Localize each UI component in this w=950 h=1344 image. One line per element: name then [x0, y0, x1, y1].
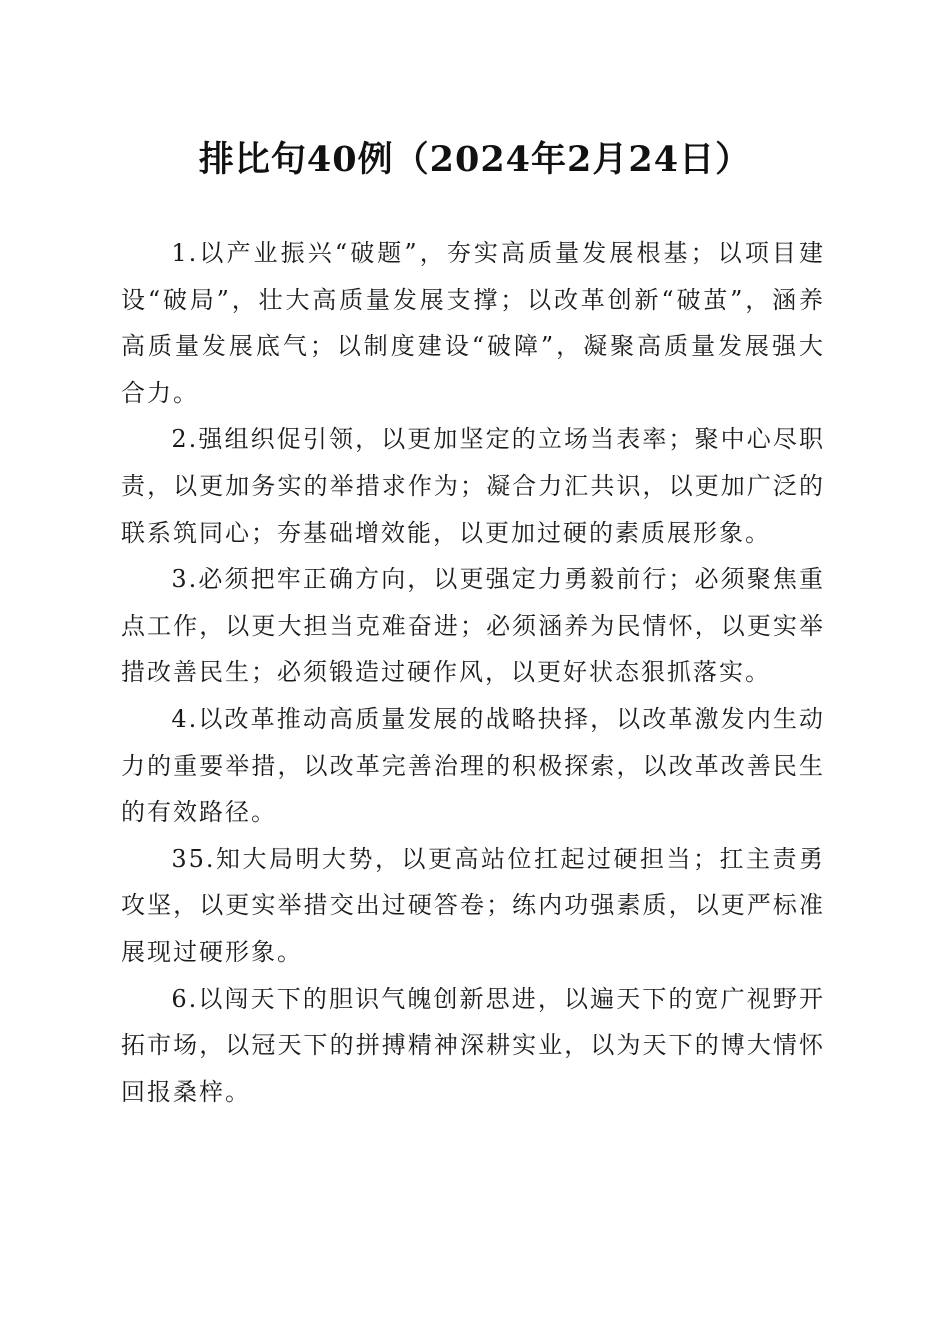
paragraph-2: 2.强组织促引领，以更加坚定的立场当表率；聚中心尽职责，以更加务实的举措求作为；凝合力汇共识，以更加广泛的联系筑同心；夯基础增效能，以更加过硬的素质展形象。 [121, 425, 825, 547]
document-title: 排比句40例（2024年2月24日） [198, 139, 752, 180]
paragraph-1: 1.以产业振兴“破题”，夯实高质量发展根基；以项目建设“破局”，壮大高质量发展支撑；以改革创新“破茧”，涵养高质量发展底气；以制度建设“破障”，凝聚高质量发展强大合力。 [121, 239, 825, 407]
document-body [121, 230, 825, 1115]
paragraph-5: 35.知大局明大势，以更高站位扛起过硬担当；扛主责勇攻坚，以更实举措交出过硬答卷；练内功强素质，以更严标准展现过硬形象。 [121, 844, 825, 966]
paragraph-3: 3.必须把牢正确方向，以更强定力勇毅前行；必须聚焦重点工作，以更大担当克难奋进；必须涵养为民情怀，以更实举措改善民生；必须锻造过硬作风，以更好状态狠抓落实。 [121, 565, 825, 687]
paragraph-4: 4.以改革推动高质量发展的战略抉择，以改革激发内生动力的重要举措，以改革完善治理的积极探索，以改革改善民生的有效路径。 [121, 704, 825, 827]
paragraph-6: 6.以闯天下的胆识气魄创新思进，以遍天下的宽广视野开拓市场，以冠天下的拼搏精神深耕实业，以为天下的博大情怀回报桑梓。 [121, 984, 825, 1106]
